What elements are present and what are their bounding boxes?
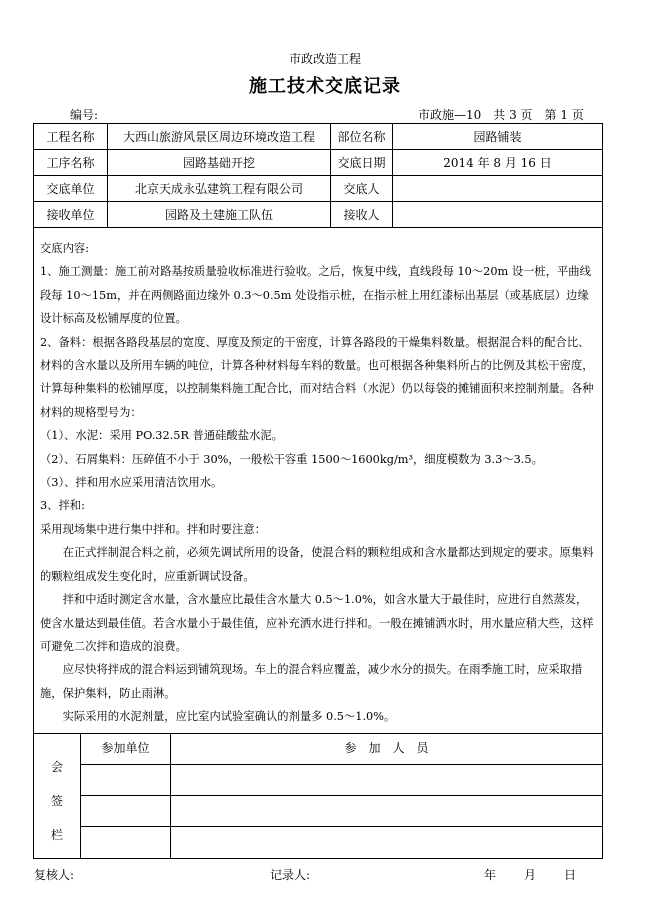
serial-label: 编号:	[70, 108, 99, 122]
signoff-unit-header: 参加单位	[101, 741, 150, 755]
content-paragraph: 实际采用的水泥剂量，应比室内试验室确认的剂量多 0.5～1.0%。	[62, 710, 396, 724]
reviewer-label: 复核人:	[34, 868, 75, 882]
form-code: 市政施—10	[418, 108, 482, 122]
part-name-label: 部位名称	[337, 130, 386, 144]
handover-person-value	[393, 176, 602, 201]
receive-unit-value: 园路及土建施工队伍	[164, 208, 273, 222]
receiver-label: 接收人	[343, 208, 380, 222]
handover-unit-label: 交底单位	[46, 182, 95, 196]
page-title: 施工技术交底记录	[249, 76, 401, 97]
month-label: 月	[524, 868, 537, 882]
content-paragraph: 应尽快将拌成的混合料运到铺筑现场。车上的混合料应覆盖，减少水分的损失。在雨季施工时，应采取措施，保护集料，防止雨淋。	[40, 663, 583, 700]
org-heading: 市政改造工程	[288, 52, 361, 66]
receiver-value	[393, 202, 602, 227]
handover-date-label: 交底日期	[337, 156, 386, 170]
page-count: 共 3 页 第 1 页	[493, 108, 584, 122]
project-name-label: 工程名称	[46, 130, 95, 144]
signoff-side-char: 栏	[50, 828, 63, 842]
handover-date-value: 2014 年 8 月 16 日	[443, 156, 552, 170]
signoff-people-header: 参 加 人 员	[344, 741, 429, 755]
signoff-side-char: 签	[50, 794, 63, 808]
receive-unit-label: 接收单位	[46, 208, 95, 222]
process-name-value: 园路基础开挖	[182, 156, 255, 170]
handover-person-label: 交底人	[343, 182, 380, 196]
day-label: 日	[564, 868, 577, 882]
recorder-label: 记录人:	[270, 868, 311, 882]
part-name-value: 园路铺装	[473, 130, 522, 144]
content-paragraph: 3、拌和:	[40, 499, 85, 513]
content-paragraph: 拌和中适时测定含水量，含水量应比最佳含水量大 0.5～1.0%，如含水量大于最佳时，应进行自然蒸发，使含水量达到最佳值。若含水量小于最佳值，应补充洒水进行拌和。一般在摊铺洒水时，用水量应稍大些，这样可避免二次拌和造成的浪费。	[40, 593, 594, 653]
project-name-value: 大西山旅游风景区周边环境改造工程	[122, 130, 315, 144]
form-code-and-pages	[418, 106, 584, 123]
content-heading: 交底内容:	[40, 242, 89, 255]
process-name-label: 工序名称	[46, 156, 95, 170]
content-paragraph: 在正式拌制混合料之前，必须先调试所用的设备，使混合料的颗粒组成和含水量都达到规定的要求。原集料的颗粒组成发生变化时，应重新调试设备。	[40, 546, 594, 583]
content-paragraph: 采用现场集中进行集中拌和。拌和时要注意：	[40, 522, 266, 536]
content-paragraph: 1、施工测量：施工前对路基按质量验收标准进行验收。之后，恢复中线，直线段每 10～20m 设一桩，平曲线段每 10～15m，并在两侧路面边缘外 0.3～0.5m 处设指示桩，在指示桩上用红漆标出基层（或基底层）边缘设计标高及松铺厚度的位置。	[40, 265, 591, 326]
content-paragraph: （2）、石屑集料：压碎值不小于 30%，一般松干容重 1500～1600kg/m³，细度模数为 3.3～3.5。	[40, 452, 543, 466]
handover-content	[40, 237, 596, 729]
signoff-side-char: 会	[50, 760, 63, 774]
content-paragraph: （3）、拌和用水应采用清洁饮用水。	[40, 476, 223, 490]
year-label: 年	[484, 868, 497, 882]
handover-unit-value: 北京天成永弘建筑工程有限公司	[134, 182, 303, 196]
content-paragraph: 2、备料：根据各路段基层的宽度、厚度及预定的干密度，计算各路段的干燥集料数量。根据混合料的配合比、材料的含水量以及所用车辆的吨位，计算各种材料每车料的数量。也可根据各种集料所占的比例及其松干密度，计算每种集料的松铺厚度，以控制集料施工配合比，而对结合料（水泥）仍以每袋的摊铺面积来控制剂量。各种材料的规格型号为：	[40, 335, 594, 419]
content-paragraph: （1）、水泥：采用 PO.32.5R 普通硅酸盐水泥。	[40, 429, 283, 443]
